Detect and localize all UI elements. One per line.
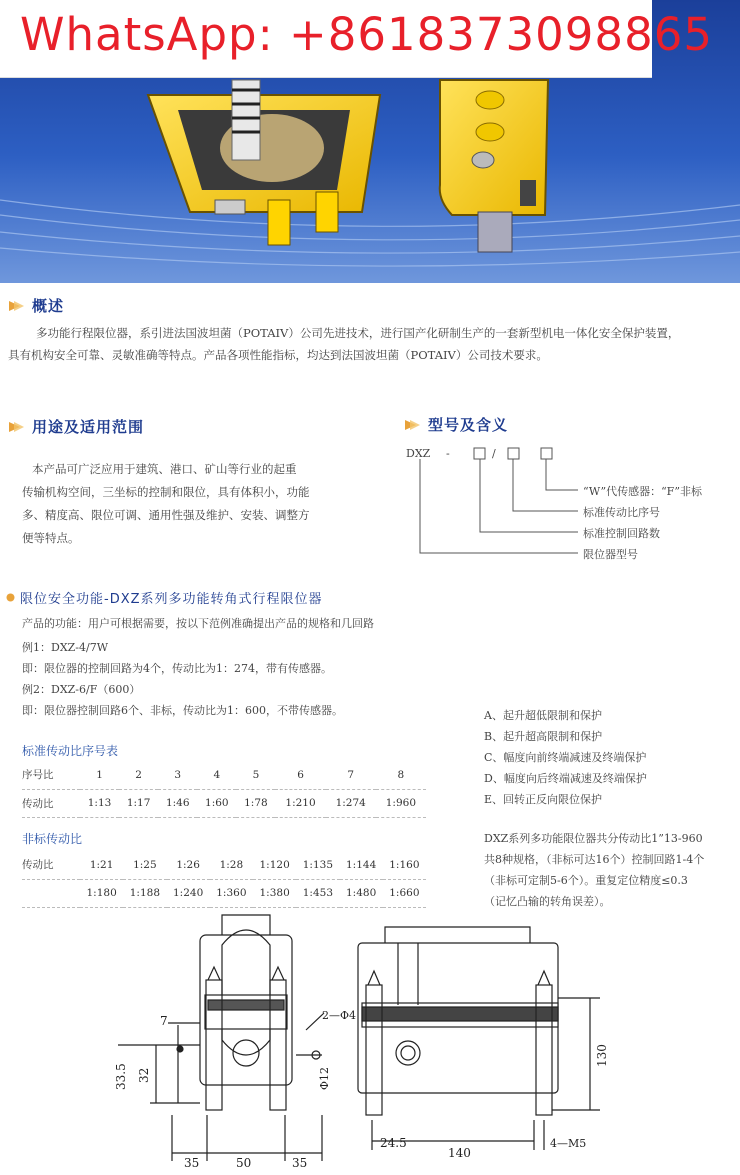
model-dash: - xyxy=(446,447,450,460)
whatsapp-contact-text: WhatsApp: +8618373098865 xyxy=(20,8,713,61)
model-heading xyxy=(404,414,508,435)
table-row xyxy=(22,789,426,817)
safety-title: 限位安全功能-DXZ系列多功能转角式行程限位器 xyxy=(20,592,323,607)
function-item-b: B、起升超高限制和保护 xyxy=(484,730,603,743)
table-cell: 3 xyxy=(158,761,197,789)
bullet-dot-icon xyxy=(6,593,15,602)
summary-line-3: （非标可定制5-6个）。重复定位精度≤0.3 xyxy=(484,874,688,887)
technical-drawing xyxy=(0,905,740,1175)
table-cell: 1:26 xyxy=(167,851,210,879)
table-cell: 7 xyxy=(326,761,376,789)
usage-text xyxy=(22,458,342,550)
std-row-label-index: 序号比 xyxy=(22,761,80,789)
table-cell: 1:180 xyxy=(80,879,123,907)
table-cell: 1:13 xyxy=(80,789,119,817)
std-table-title: 标准传动比序号表 xyxy=(22,744,119,758)
nonstd-ratio-table xyxy=(22,851,426,908)
model-label-ratio-index: 标准传动比序号 xyxy=(583,506,660,519)
table-cell: 1:46 xyxy=(158,789,197,817)
table-cell: 1:78 xyxy=(236,789,275,817)
table-cell: 1:480 xyxy=(340,879,383,907)
table-cell: 1:120 xyxy=(253,851,296,879)
std-ratio-table xyxy=(22,761,426,818)
model-code-diagram xyxy=(400,442,740,562)
table-row xyxy=(22,761,426,789)
dim-24-5: 24.5 xyxy=(380,1136,407,1150)
model-prefix: DXZ xyxy=(406,447,431,460)
safety-line-1: 产品的功能：用户可根据需要，按以下范例准确提出产品的规格和几回路 xyxy=(22,617,374,630)
table-cell: 8 xyxy=(376,761,426,789)
function-item-a: A、起升超低限制和保护 xyxy=(484,709,602,722)
summary-line-2: 共8种规格，（非标可达16个）控制回路1-4个 xyxy=(484,853,705,866)
safety-line-3: 即：限位器的控制回路为4个，传动比为1：274，带有传感器。 xyxy=(22,662,332,675)
safety-line-5: 即：限位器控制回路6个、非标，传动比为1：600，不带传感器。 xyxy=(22,704,343,717)
table-cell: 1:25 xyxy=(123,851,166,879)
overview-text xyxy=(36,322,736,345)
dim-50: 50 xyxy=(236,1156,252,1170)
table-cell: 1:28 xyxy=(210,851,253,879)
section-arrow-icon xyxy=(8,299,24,313)
usage-title: 用途及适用范围 xyxy=(32,418,145,436)
model-label-sensor: “W”代传感器：“F”非标 xyxy=(583,485,702,498)
dim-35-left: 35 xyxy=(184,1156,200,1170)
summary-line-1: DXZ系列多功能限位器共分传动比1”13-960 xyxy=(484,832,703,845)
table-cell: 1:188 xyxy=(123,879,166,907)
table-cell: 6 xyxy=(275,761,325,789)
overview-line-2: 具有机构安全可靠、灵敏准确等特点。产品各项性能指标，均达到法国波坦菌（POTAIV）公司技术要求。 xyxy=(8,348,548,362)
table-cell: 1:360 xyxy=(210,879,253,907)
dim-phi12: Φ12 xyxy=(318,1066,331,1090)
dim-130: 130 xyxy=(595,1044,609,1067)
table-cell: 1:380 xyxy=(253,879,296,907)
safety-line-4: 例2：DXZ-6/F（600） xyxy=(22,683,141,696)
table-cell: 1:144 xyxy=(340,851,383,879)
nonstd-table-title: 非标传动比 xyxy=(22,832,83,846)
usage-line-1: 本产品可广泛应用于建筑、港口、矿山等行业的起重 xyxy=(32,462,297,476)
table-cell: 1:160 xyxy=(383,851,426,879)
table-row xyxy=(22,879,426,907)
table-cell: 1:240 xyxy=(167,879,210,907)
dim-35-right: 35 xyxy=(292,1156,308,1170)
table-cell: 2 xyxy=(119,761,158,789)
nonstd-row-label: 传动比 xyxy=(22,851,80,879)
table-cell: 5 xyxy=(236,761,275,789)
table-cell: 1:210 xyxy=(275,789,325,817)
model-label-type: 限位器型号 xyxy=(583,548,638,561)
table-cell: 1:21 xyxy=(80,851,123,879)
model-label-circuits: 标准控制回路数 xyxy=(583,527,660,540)
function-item-c: C、幅度向前终端减速及终端保护 xyxy=(484,751,647,764)
function-item-d: D、幅度向后终端减速及终端保护 xyxy=(484,772,647,785)
summary-line-4: （记忆凸输的转角误差）。 xyxy=(484,895,611,908)
table-cell: 1:453 xyxy=(296,879,339,907)
product-photo xyxy=(0,0,740,283)
dim-140: 140 xyxy=(448,1146,471,1160)
usage-line-4: 便等特点。 xyxy=(22,531,80,545)
table-cell: 4 xyxy=(197,761,236,789)
function-item-e: E、回转正反向限位保护 xyxy=(484,793,603,806)
table-cell: 1:274 xyxy=(326,789,376,817)
dim-33-5: 33.5 xyxy=(114,1063,128,1090)
usage-heading xyxy=(8,416,144,437)
overview-heading xyxy=(8,295,64,316)
dim-hole-phi4: 2—Φ4 xyxy=(322,1009,357,1022)
model-slash: / xyxy=(492,447,496,460)
table-row xyxy=(22,851,426,879)
section-arrow-icon xyxy=(404,418,420,432)
std-row-label-ratio: 传动比 xyxy=(22,789,80,817)
overview-title: 概述 xyxy=(32,297,65,315)
safety-heading xyxy=(6,588,323,607)
section-arrow-icon xyxy=(8,420,24,434)
table-cell: 1:60 xyxy=(197,789,236,817)
usage-line-3: 多、精度高、限位可调、通用性强及维护、安装、调整方 xyxy=(22,508,310,522)
dim-7: 7 xyxy=(160,1014,168,1028)
usage-line-2: 传输机构空间，三坐标的控制和限位，具有体积小，功能 xyxy=(22,485,310,499)
table-cell: 1:135 xyxy=(296,851,339,879)
table-cell: 1:960 xyxy=(376,789,426,817)
dim-4-m5: 4—M5 xyxy=(550,1137,587,1150)
dim-32: 32 xyxy=(137,1067,151,1083)
table-cell: 1:660 xyxy=(383,879,426,907)
model-title: 型号及含义 xyxy=(428,416,509,434)
table-cell: 1 xyxy=(80,761,119,789)
table-cell: 1:17 xyxy=(119,789,158,817)
safety-line-2: 例1：DXZ-4/7W xyxy=(22,641,109,654)
watermark-banner xyxy=(0,0,713,78)
overview-line-1: 多功能行程限位器，系引进法国波坦菌（POTAIV）公司先进技术，进行国产化研制生产的一套新型机电一体化安全保护装置， xyxy=(36,326,680,340)
